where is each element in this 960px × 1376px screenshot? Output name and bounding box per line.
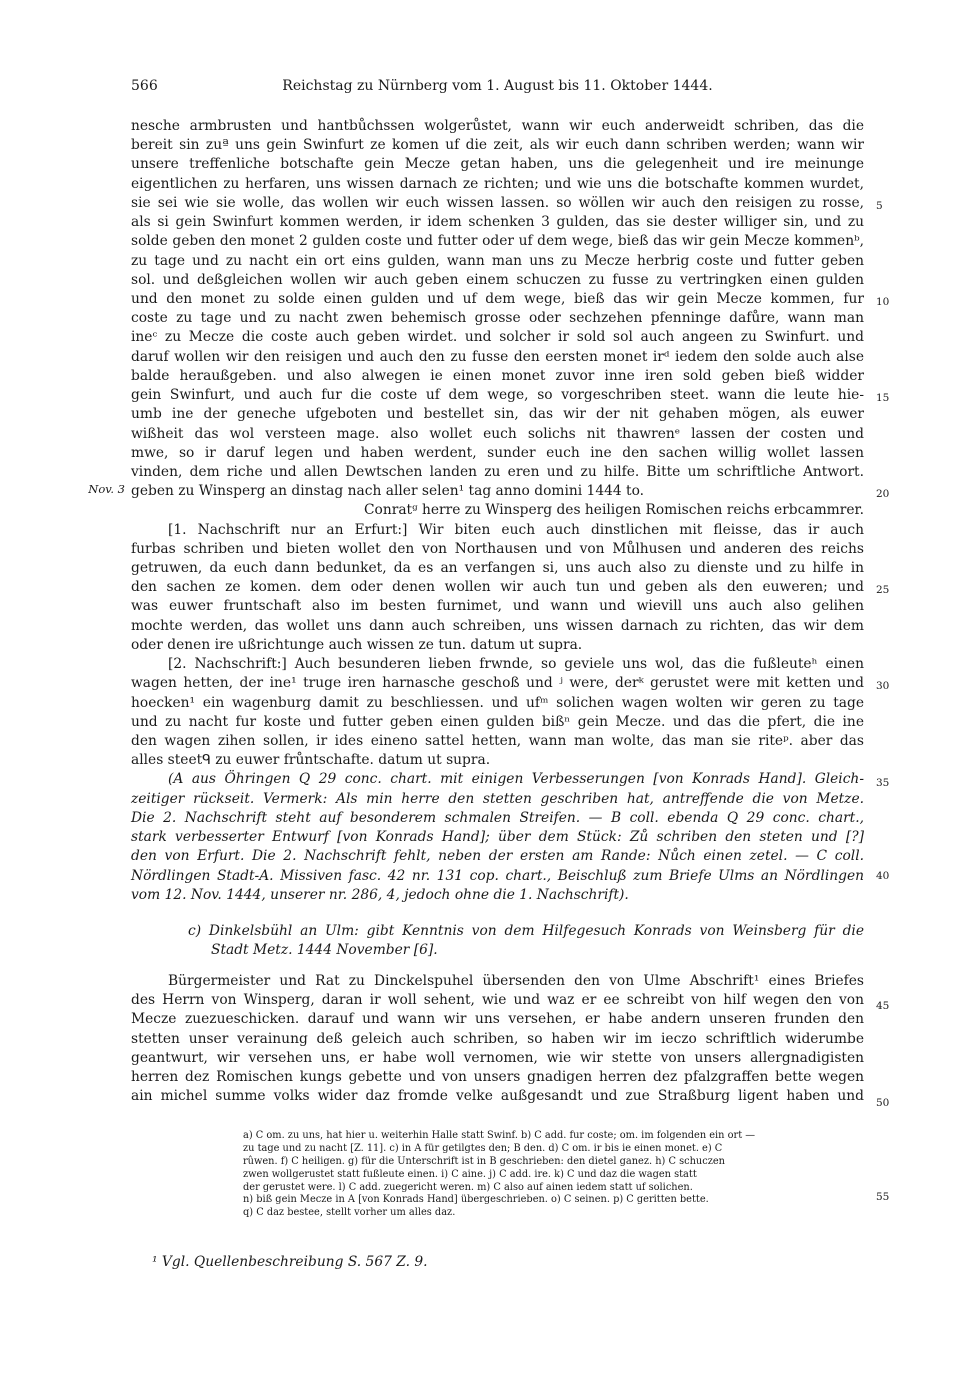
text-line: was euwer fruntschaft also im besten furnimet, und wann und wievill uns auch also gelihen — [131, 598, 864, 615]
apparatus-line: rûwen. f) C heiligen. g) für die Unterschrift ist in B geschrieben: den dietel ganez. h) C schuczen — [243, 1155, 725, 1167]
text-line: sol. und deßgleichen wollen wir auch geben einem schuczen zu fusse zu vertringken einen gulden — [131, 271, 864, 288]
text-line: sie sei wie sie wolle, das wollen wir euch wissen lassen. so wöllen wir auch den reisigen zu rosse, — [131, 194, 864, 211]
page-number: 566 — [131, 78, 158, 94]
text-line: herren dez Romischen kungs gebette und von unsers gnadigen herren dez pfalzgraffen bette wegen — [131, 1069, 864, 1086]
text-line: als si gein Swinfurt kommen werden, ir idem schenken 3 gulden, das sie dester williger sin, und zu — [131, 214, 864, 231]
text-line: mochte werden, das wollet uns dann auch schreiben, uns wissen darnach zu richten, das wir dem — [131, 617, 864, 634]
text-line: alles steetᑫ zu euwer frůntschafte. datum ut supra. — [131, 752, 491, 769]
text-line: [2. Nachschrift:] Auch besunderen lieben frwnde, so geviele uns wol, das die fußleuteʰ einen — [168, 656, 864, 673]
text-line: coste zu tage und zu nacht zwen behemisch grosse oder sechzehen pfenninge dafůre, wann man — [131, 310, 864, 327]
text-line: balde heraußgeben. und also alwegen ie einen monet zuvor inne iren sold geben bieß widder — [131, 367, 864, 384]
line-number: 55 — [876, 1191, 890, 1203]
section-heading-line: c) Dinkelsbühl an Ulm: gibt Kenntnis von dem Hilfegesuch Konrads von Weinsberg für die — [188, 923, 864, 939]
source-note-line: stark verbesserter Entwurf [von Konrads Hand]; über dem Stück: Zů schriben den steten und [?] — [131, 829, 864, 846]
text-line: hoecken¹ ein wagenburg damit zu beschliessen. und ufᵐ solichen wagen wolten wir geren zu tage — [131, 694, 864, 711]
text-line: zu tage und zu nacht ein ort eins gulden, wann man uns zu Mecze herbrig coste und futter geben — [131, 252, 864, 269]
running-title: Reichstag zu Nürnberg vom 1. August bis 11. Oktober 1444. — [282, 78, 713, 94]
source-note-line: Nördlingen Stadt-A. Missiven fasc. 42 nr. 131 cop. chart., Beischluß zum Briefe Ulms an Nördlingen — [131, 867, 864, 884]
text-line: stetten unser verainung deß geleich auch schriben, so haben wir im ieczo schriftlich widerumbe — [131, 1030, 864, 1047]
text-line: eigentlichen zu herfaren, uns wissen darnach ze richten; und wie uns die botschafte kommen wurdet, — [131, 175, 864, 192]
text-line: bereit sin zuª uns gein Swinfurt ze komen uf die zeit, als wir euch dann schriben werden; wann wir — [131, 137, 864, 154]
text-line: oder denen ire ußrichtunge auch wissen ze tun. datum ut supra. — [131, 636, 583, 653]
apparatus-line: zu tage und zu nacht [Z. 11]. c) in A für getilgtes den; B den. d) C om. ir bis ie einen monet. e) C — [243, 1142, 723, 1154]
text-line: getruwen, da euch dann bedunket, da es an verfangen si, uns auch also zu dienste und zu hilfe in — [131, 560, 864, 577]
signature-line: Conratᵍ herre zu Winsperg des heiligen Romischen reichs erbcammrer. — [363, 502, 864, 519]
text-line: vinden, dem riche und allen Dewtschen landen zu eren und zu hilfe. Bitte um schriftliche Antwort. — [131, 463, 864, 480]
text-line: ain michel summe volks wider daz fromde velke außgesandt und zue Straßburg ligent haben und — [131, 1088, 864, 1105]
text-line: geantwurt, wir versehen uns, er habe woll vernomen, wie wir stette von unsers allergnadigisten — [131, 1049, 864, 1066]
text-line: den sachen ze komen. dem oder denen wollen wir auch tun und geben als den euweren; und — [131, 579, 864, 596]
apparatus-line: zwen wollgerustet statt fußleute einen. i) C aine. j) C add. ire. k) C und daz die wagen statt — [243, 1168, 697, 1180]
apparatus-line: a) C om. zu uns, hat hier u. weiterhin Halle statt Swinf. b) C add. fur coste; om. im folgenden ein ort — — [243, 1130, 756, 1141]
apparatus-line: q) C daz bestee, stellt vorher um alles daz. — [243, 1207, 456, 1219]
text-line: den wagen zihen sollen, ir ides eineno sattel hetten, wann man wolte, das man sie riteᵖ. aber das — [131, 733, 864, 749]
text-line: wagen hetten, der ine¹ truge iren harnasche geschoß und ʲ were, derᵏ gerustet were mit ketten und — [131, 675, 864, 692]
text-line: solde geben den monet 2 gulden coste und futter oder uf dem wege, bieß das wir gein Mecze kommenᵇ, — [131, 233, 864, 250]
text-line: umb ine der geneche ufgeboten und bestellet sin, das wir der nit gehaben mögen, als euwer — [131, 406, 864, 423]
text-line: mwe, so ir daruf legen und haben werdent, sunder euch ine den sachen willig wollet lassen — [131, 444, 864, 461]
text-line: des Herrn von Winsperg, daran ir woll sehent, wie und waz er ee schreibt von hilf wegen den von — [131, 992, 864, 1009]
line-number: 10 — [876, 296, 890, 308]
text-line: nesche armbrusten und hantbůchssen wolgerůstet, wann wir euch anderweidt schriben, das die — [131, 118, 864, 134]
text-line: daruf wollen wir den reisigen und auch den zu fusse den eersten monet irᵈ iedem den solde auch alse — [131, 348, 864, 365]
text-line: Bürgermeister und Rat zu Dinckelspuhel übersenden den von Ulme Abschrift¹ eines Briefes — [168, 973, 864, 989]
text-line: und zu nacht fur koste und futter geben einen gulden bißⁿ gein Mecze. und das die pfert, die ine — [131, 713, 864, 730]
critical-apparatus — [243, 1130, 863, 1220]
line-number: 5 — [876, 200, 883, 212]
section-heading-line: Stadt Metz. 1444 November [6]. — [211, 942, 438, 959]
line-number: 25 — [876, 584, 890, 596]
text-line: [1. Nachschrift nur an Erfurt:] Wir biten euch auch dinstlichen mit fleisse, das ir auch — [168, 521, 864, 538]
margin-date-note: Nov. 3 — [88, 482, 125, 496]
line-number: 20 — [876, 488, 890, 500]
text-line: und den monet zu solde einen gulden und uf dem wege, bieß das wir gein Mecze kommen, fur — [131, 290, 864, 307]
source-note-line: den von Erfurt. Die 2. Nachschrift fehlt, neben der ersten am Rande: Nůch einen zetel. — C coll. — [131, 848, 864, 865]
text-line: wißheit das wol versteen mage. also wollet euch solichs nit thawrenᵉ lassen der costen und — [131, 425, 864, 442]
source-note-line: (A aus Öhringen Q 29 conc. chart. mit einigen Verbesserungen [von Konrads Hand]. Gleich- — [168, 771, 864, 788]
running-header — [131, 78, 864, 98]
line-number: 30 — [876, 680, 890, 692]
text-line: Mecze zuezueschicken. darauf und wann wir uns versehen, er habe andern unseren frunden den — [131, 1011, 864, 1028]
source-note-line: Die 2. Nachschrift steht auf besonderem schmalen Streifen. — B coll. ebenda Q 29 conc. chart., — [131, 809, 864, 826]
source-note-line: zeitiger rückseit. Vermerk: Als min herre den stetten geschriben hat, antreffende die von Metze. — [131, 790, 864, 807]
section-c-heading — [131, 922, 864, 960]
line-number: 35 — [876, 777, 890, 789]
line-number: 15 — [876, 392, 890, 404]
text-line: geben zu Winsperg an dinstag nach aller selen¹ tag anno domini 1444 to. — [131, 483, 645, 500]
apparatus-line: der gerustet were. l) C add. zuegericht weren. m) C also auf ainen iedem statt uf solichen. — [243, 1181, 693, 1193]
text-line: gein Swinfurt, und auch fur die coste uf dem wege, so vorgeschriben steet. wann die leute hie- — [131, 387, 864, 404]
section-c-text — [131, 972, 864, 1107]
line-number: 50 — [876, 1097, 890, 1109]
footnote: ¹ Vgl. Quellenbeschreibung S. 567 Z. 9. — [152, 1254, 428, 1270]
text-line: unsere treffenliche botschafte gein Mecze getan haben, uns die gelegenheit und ire meinunge — [131, 156, 864, 173]
line-number: 40 — [876, 870, 890, 882]
line-number: 45 — [876, 1000, 890, 1012]
main-text — [131, 117, 864, 905]
apparatus-line: n) biß gein Mecze in A [von Konrads Hand] übergeschrieben. o) C seinen. p) C geritten bette. — [243, 1194, 709, 1206]
source-note-line: vom 12. Nov. 1444, unserer nr. 286, 4, jedoch ohne die 1. Nachschrift). — [131, 886, 629, 903]
text-line: furbas schriben und bieten wollet den von Northausen und von Můlhusen und anderen des reichs — [131, 540, 864, 557]
text-line: ineᶜ zu Mecze die coste auch geben wirdet. und solcher ir sold sol auch angeen zu Swinfurt. und — [131, 329, 864, 346]
